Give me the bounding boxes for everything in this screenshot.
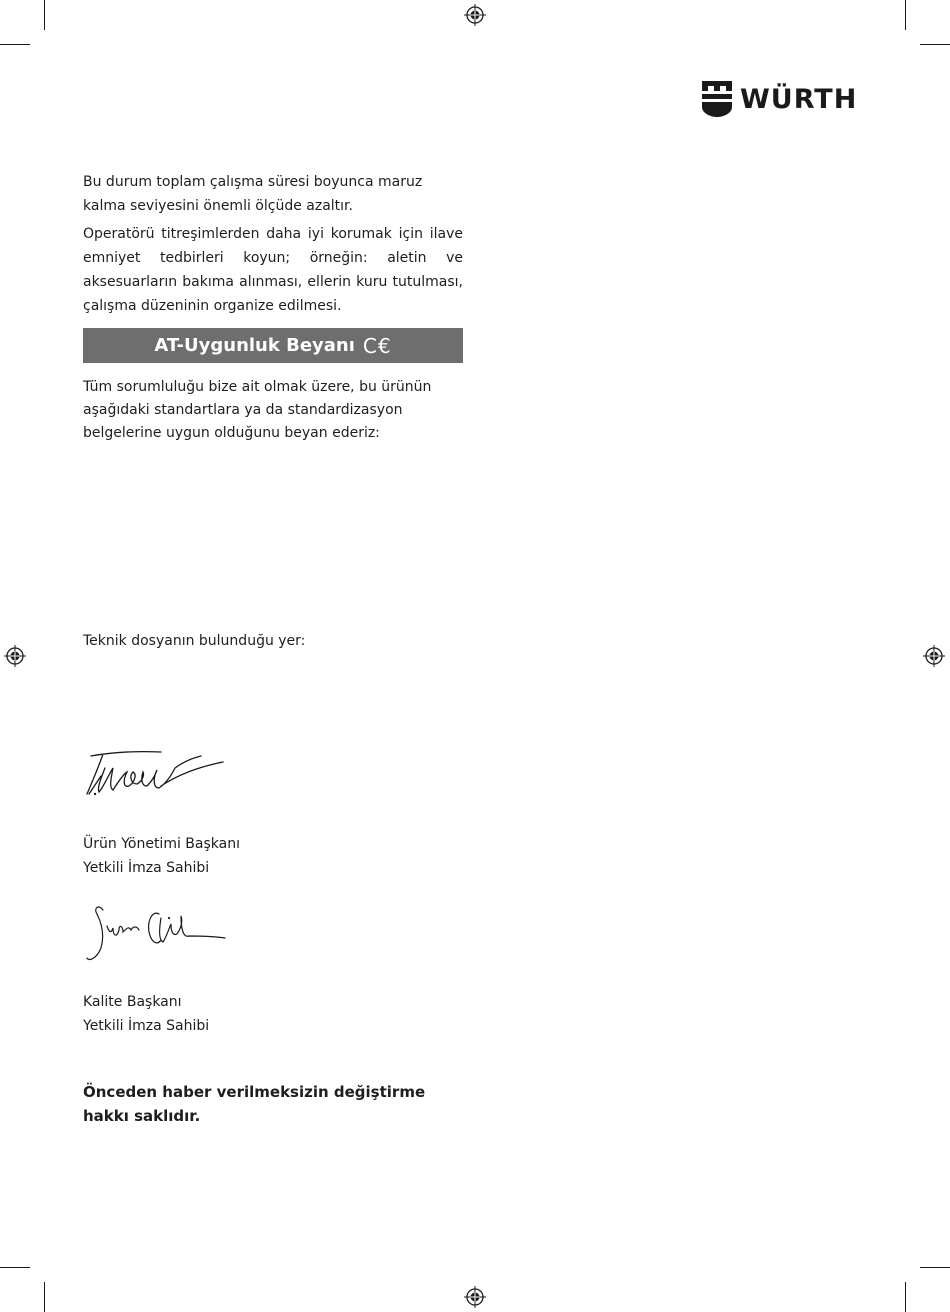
crop-mark-top-right-v [905, 0, 906, 30]
crop-mark-top-left-h [0, 44, 30, 45]
registration-mark-left-icon [4, 645, 26, 667]
crop-mark-bottom-left-v [44, 1282, 45, 1312]
crop-mark-bottom-right-v [905, 1282, 906, 1312]
crop-mark-bottom-left-h [0, 1267, 30, 1268]
footer-note-line-1: Önceden haber verilmeksizin değiştirme [83, 1083, 426, 1101]
crop-mark-bottom-right-h [920, 1267, 950, 1268]
intro-paragraph-2: Operatörü titreşimlerden daha iyi korumak için ilave emniyet tedbirleri koyun; örneğin: aletin ve aksesuarların bakıma alınması, ellerin kuru tutulması, çalışma düzeninin organize edilmesi. [83, 226, 463, 314]
ce-mark: C€ [362, 333, 392, 358]
wurth-logo-text: WÜRTH [740, 83, 858, 115]
section-header [83, 328, 463, 363]
wurth-castle-icon [700, 81, 734, 117]
signatory-1-role: Yetkili İmza Sahibi [83, 860, 210, 876]
crop-mark-top-left-v [44, 0, 45, 30]
signatory-2 [83, 990, 463, 1038]
signature-2 [83, 900, 233, 968]
signatory-2-title: Kalite Başkanı [83, 994, 182, 1010]
footer-note-line-2: hakkı saklıdır. [83, 1107, 201, 1125]
signatory-1 [83, 832, 463, 880]
signature-1 [83, 748, 233, 800]
registration-mark-top-icon [464, 4, 486, 26]
section-title: AT-Uygunluk Beyanı [154, 335, 355, 356]
registration-mark-right-icon [923, 645, 945, 667]
crop-mark-top-right-h [920, 44, 950, 45]
intro-block [83, 170, 463, 318]
intro-paragraph-1: Bu durum toplam çalışma süresi boyunca maruz kalma seviyesini önemli ölçüde azaltır. [83, 174, 423, 214]
footer-note [83, 1080, 463, 1128]
wurth-logo [700, 80, 870, 118]
technical-file-label: Teknik dosyanın bulunduğu yer: [83, 633, 306, 649]
signatory-1-title: Ürün Yönetimi Başkanı [83, 836, 240, 852]
signatory-2-role: Yetkili İmza Sahibi [83, 1018, 210, 1034]
registration-mark-bottom-icon [464, 1286, 486, 1308]
declaration-text: Tüm sorumluluğu bize ait olmak üzere, bu ürünün aşağıdaki standartlara ya da standardizasyon belgelerine uygun olduğunu beyan ederiz: [83, 379, 432, 441]
